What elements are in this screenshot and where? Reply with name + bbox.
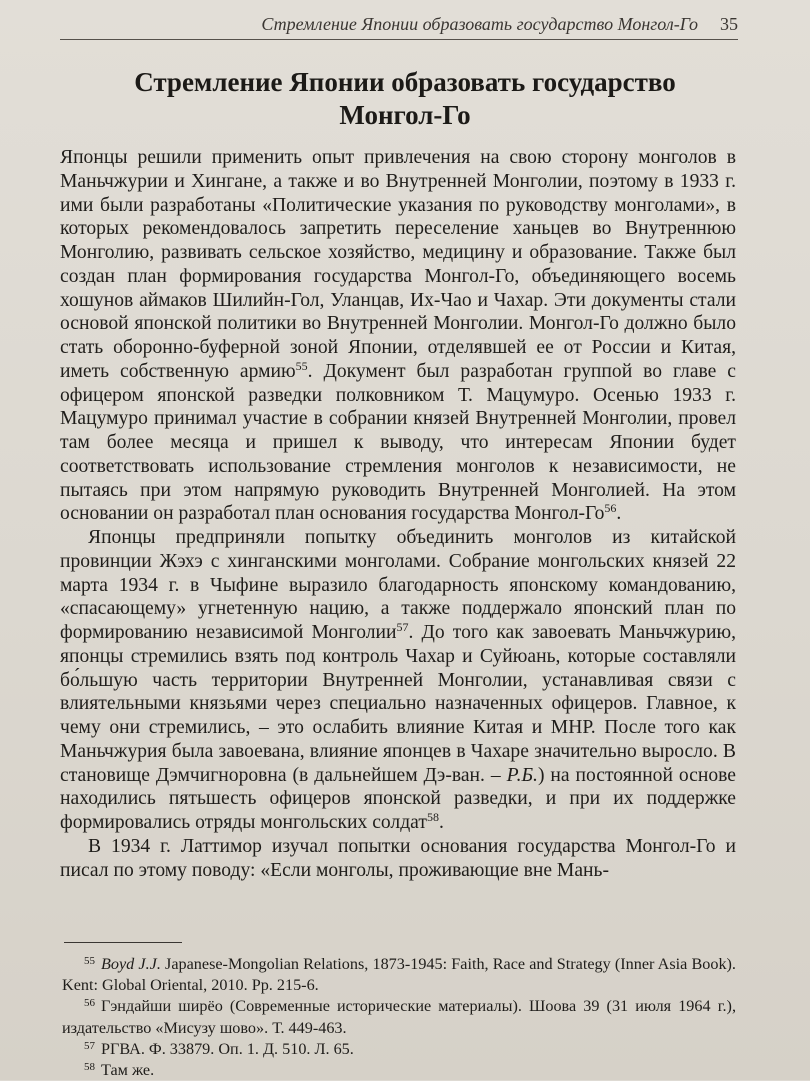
footnote-number: 58 [84, 1061, 95, 1074]
paragraph-3-text: В 1934 г. Латтимор изучал попытки основания государства Монгол-Го и писал по этому поводу: «Если монголы, проживающие вне Мань- [60, 835, 736, 881]
footnote-text: Там же. [101, 1061, 155, 1080]
footnote-author: Boyd J.J. [101, 955, 161, 973]
footnote-text: Гэндайши ширёо (Современные исторические материалы). Шоова 39 (31 июля 1964 г.), издательство «Мисузу шово». Т. 449-463. [62, 997, 736, 1037]
page-number: 35 [720, 14, 738, 34]
footnote-57 [62, 1039, 736, 1060]
footnote-ref-56[interactable]: 56 [604, 501, 617, 516]
paragraph-2-end: . [438, 812, 444, 833]
footnote-number: 55 [84, 955, 95, 967]
body-text [60, 146, 736, 882]
paragraph-1 [60, 146, 736, 526]
heading-line-2: Монгол-Го [339, 100, 471, 130]
footnotes [62, 954, 736, 1081]
paragraph-1-text-cont: . Документ был разработан группой во главе с офицером японской разведки полковником Т. Мацумуро. Осенью 1933 г. Мацумуро принимал участие в собрании князей Внутренней Монголии, провел там более месяца и пришел к выводу, что интересам Японии будет соответствовать использование стремления монголов к независимости, не пытаясь при этом напрямую руководить Внутренней Монголией. На этом основании он разработал план основания государства Монгол-Го [60, 360, 736, 525]
footnote-number: 56 [84, 997, 95, 1010]
paragraph-3 [60, 835, 736, 883]
running-head-title: Стремление Японии образовать государство Монгол-Го [261, 14, 698, 34]
running-head [60, 10, 738, 40]
paragraph-1-text: Японцы решили применить опыт привлечения на свою сторону монголов в Маньчжурии и Хингане, а также и во Внутренней Монголии, поэтому в 1933 г. ими были разработаны «Политические указания по руководству монголами», в которых рекомендовалось запретить переселение ханьцев во Внутреннюю Монголию, развивать сельское хозяйство, медицину и образование. Также был создан план формирования государства Монгол-Го, объединяющего восемь хошунов аймаков Шилийн-Гол, Уланцав, Их-Чао и Чахар. Эти документы стали основой японской политики во Внутренней Монголии. Монгол-Го должно было стать оборонно-буферной зоной Японии, отделявшей ее от России и Китая, иметь собственную армию [60, 147, 736, 382]
paragraph-2-text-cont: . До того как завоевать Маньчжурию, японцы стремились взять под контроль Чахар и Суйюань, которые составляли бо́льшую часть территории Внутренней Монголии, устанавливая связи с влиятельными князьями через специально назначенных офицеров. Главное, к чему они стремились, – это ослабить влияние Китая и МНР. После того как Маньчжурия была завоевана, влияние японцев в Чахаре значительно выросло. В становище Дэмчигноровна (в дальнейшем Дэ-ван. – [60, 622, 736, 786]
paragraph-1-end: . [616, 503, 622, 525]
footnote-58 [62, 1060, 736, 1081]
footnote-56 [62, 996, 736, 1038]
footnote-ref-58[interactable]: 58 [426, 810, 439, 824]
footnote-divider [64, 942, 182, 943]
footnote-text: РГВА. Ф. 33879. Оп. 1. Д. 510. Л. 65. [101, 1039, 354, 1058]
footnote-ref-57[interactable]: 57 [396, 620, 409, 634]
footnote-ref-55[interactable]: 55 [295, 358, 308, 373]
paragraph-2-text: Японцы предприняли попытку объединить монголов из китайской провинции Жэхэ с хинганскими монголами. Собрание монгольских князей 22 марта 1934 г. в Чыфине выразило благодарность японскому командованию, «спасающему» угнетенную нацию, а также поддержало японский план по формированию независимой Монголии [60, 527, 736, 643]
footnote-55 [62, 954, 736, 996]
paragraph-2 [60, 526, 736, 835]
paragraph-2-text-cont-2: ) на постоянной основе находились пятьшесть офицеров японской разведки, и при их поддержке формировались отряды монгольских солдат [60, 764, 736, 833]
footnote-number: 57 [84, 1039, 95, 1052]
footnote-text: Japanese-Mongolian Relations, 1873-1945: Faith, Race and Strategy (Inner Asia Book). Kent: Global Oriental, 2010. Pp. 215-6. [62, 955, 736, 995]
chapter-heading [90, 66, 720, 132]
heading-line-1: Стремление Японии образовать государство [134, 67, 676, 97]
author-initials: Р.Б. [506, 764, 538, 786]
